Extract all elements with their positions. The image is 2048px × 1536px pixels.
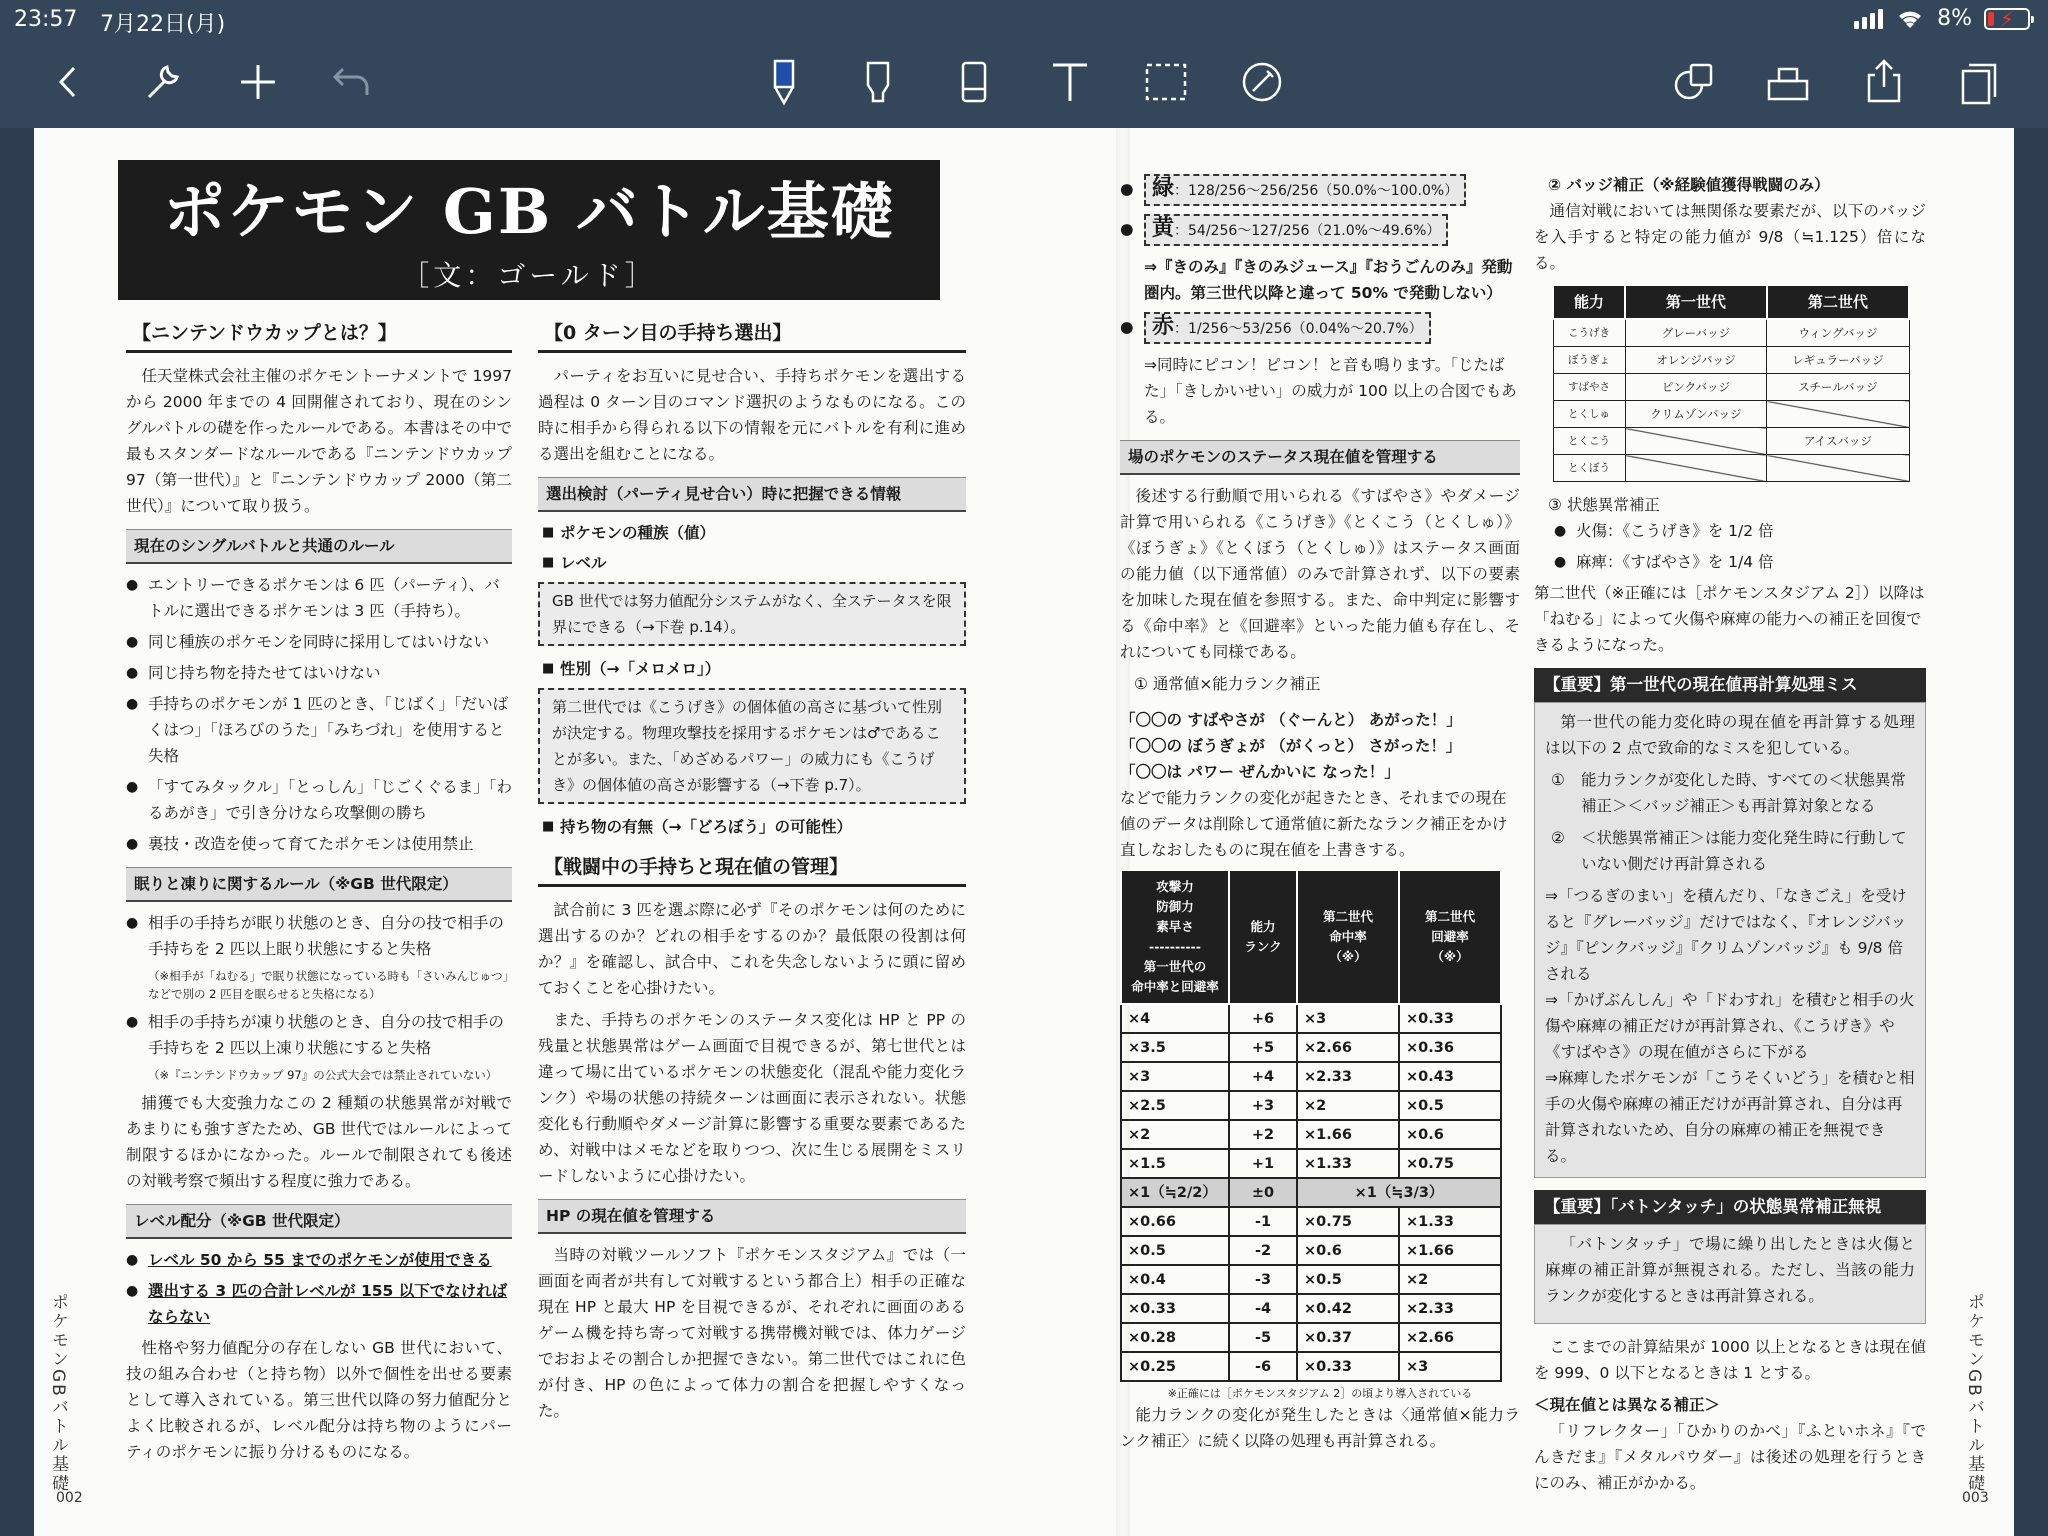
table-row [1553,401,1909,428]
pages-button[interactable] [1950,52,2010,112]
paragraph: 試合前に 3 匹を選ぶ際に必ず『そのポケモンは何のために選出するのか？どれの相手をするのか？最低限の役割は何か？』を確認し、試合中、これを失念しないように頭に留めておくことを心掛けたい。 [538,901,966,997]
section-heading: 【戦闘中の手持ちと現在値の管理】 [538,848,966,887]
pen-icon [759,57,809,107]
table-row [1553,428,1909,455]
table-cell: -2 [1229,1236,1297,1265]
table-cell: -5 [1229,1323,1297,1352]
paragraph: 捕獲でも大変強力なこの 2 種類の状態異常が対戦であまりにも強すぎたため、GB 世代ではルールによって制限するほかになかった。ルールで制限されても後述の対戦考察で頻出する程度に強力である。 [126,1094,512,1190]
table-cell: ×2 [1399,1265,1501,1294]
table-cell: ×0.36 [1399,1033,1501,1062]
table-row [1121,1265,1501,1294]
bookmark-icon [1669,57,1719,107]
lasso-icon [1141,57,1191,107]
table-cell: スチールバッジ [1767,374,1909,401]
table-cell: ×0.33 [1121,1294,1229,1323]
status-bar [0,0,2048,40]
table-cell: +1 [1229,1149,1297,1178]
table-row [1121,1352,1501,1381]
column-1 [126,306,512,1471]
table-cell: +4 [1229,1062,1297,1091]
subsection-heading: 眠りと凍りに関するルール（※GB 世代限定） [126,867,512,902]
paragraph: ⇒麻痺したポケモンが「こうそくいどう」を積むと相手の火傷や麻痺の補正だけが再計算され、自分は再計算されないため、自分の麻痺の補正を無視できる。 [1545,1069,1915,1165]
paragraph: 第二世代（※正確には［ポケモンスタジアム 2］）以降は「ねむる」によって火傷や麻痺の能力への補正を回復できるようになった。 [1534,584,1925,654]
paragraph: 任天堂株式会社主催のポケモントーナメントで 1997 から 2000 年までの 4 回開催されており、現在のシングルバトルの礎を作ったルールである。本書はその中で最もスタンダードなルールである『ニンテンドウカップ 97（第一世代）』と『ニンテンドウカップ 2000（第二世代）』について取り扱う。 [126,367,512,515]
list-item: ■ ポケモンの種族（値） [560,520,966,546]
hp-color-red: ● 赤：1/256～53/256（0.04%～20.7%） [1120,312,1520,344]
table-row [1121,1178,1501,1207]
info-list [538,520,966,576]
table-cell: ×2.33 [1399,1294,1501,1323]
table-cell: ×0.42 [1297,1294,1399,1323]
author-line: ［文：ゴールド］ [401,259,657,292]
table-cell: クリムゾンバッジ [1625,401,1767,428]
table-cell: ×0.28 [1121,1323,1229,1352]
rule-list [126,572,512,857]
text-tool[interactable] [1040,52,1100,112]
paragraph: 能力ランクの変化が発生したときは〈通常値×能力ランク補正〉に続く以降の処理も再計算される。 [1120,1406,1520,1450]
hp-color-green: ● 緑：128/256～256/256（50.0%～100.0%） [1120,174,1520,206]
list-item: ● 相手の手持ちが眠り状態のとき、自分の技で相手の手持ちを 2 匹以上眠り状態にすると失格 [126,910,512,962]
list-item: ① 能力ランクが変化した時、すべての＜状態異常補正＞＜バッジ補正＞も再計算対象となる [1551,771,1906,815]
table-cell: ×0.66 [1121,1207,1229,1236]
subsection-heading: 選出検討（パーティ見せ合い）時に把握できる情報 [538,477,966,512]
table-row [1121,1207,1501,1236]
paragraph: 通信対戦においては無関係な要素だが、以下のバッジを入手すると特定の能力値が 9/8（≒1.125）倍になる。 [1534,202,1926,272]
table-cell: ×0.25 [1121,1352,1229,1381]
subheading: ＜現在値とは異なる補正＞ [1534,1396,1721,1414]
paragraph: ⇒「つるぎのまい」を積んだり、「なきごえ」を受けると『グレーバッジ』だけではなく、『オレンジバッジ』『ピンクバッジ』『クリムゾンバッジ』も 9/8 倍される [1545,887,1907,983]
section-heading: 【ニンテンドウカップとは？】 [126,314,512,353]
table-cell: ×3.5 [1121,1033,1229,1062]
table-row [1121,1149,1501,1178]
title-banner [118,160,940,300]
table-cell: +5 [1229,1033,1297,1062]
hp-color-yellow: ● 黄：54/256～127/256（21.0%～49.6%） [1120,214,1520,246]
table-row [1121,1323,1501,1352]
badge-table [1552,284,1910,482]
paragraph: パーティをお互いに見せ合い、手持ちポケモンを選出する過程は 0 ターン目のコマンド選択のようなものになる。この時に相手から得られる以下の情報を元にバトルを有利に進める選出を組むことになる。 [538,367,966,463]
table-cell: -3 [1229,1265,1297,1294]
important-box-1 [1534,668,1926,1178]
color-label: 赤 [1152,314,1175,339]
list-item: ● 同じ種族のポケモンを同時に採用してはいけない [126,629,512,655]
table-cell: ×2.66 [1399,1323,1501,1352]
table-cell: -4 [1229,1294,1297,1323]
bookmark-button[interactable] [1664,52,1724,112]
highlighter-tool[interactable] [848,52,908,112]
column-3 [1120,174,1520,1460]
paragraph: 後述する行動順で用いられる《すばやさ》やダメージ計算で用いられる《こうげき》《とくこう（とくしゅ）》《ぼうぎょ》《とくぼう（とくしゅ）》はステータス画面の能力値（以下通常値）のみで計算されず、以下の要素を加味した現在値を参照する。また、命中判定に影響する《命中率》と《回避率》といった能力値も存在し、それについても同様である。 [1120,487,1520,661]
subheading: ② バッジ補正（※経験値獲得戦闘のみ） [1548,176,1830,194]
list-item: ● 「すてみタックル」「とっしん」「じごくぐるま」「わるあがき」で引き分けなら攻撃側の勝ち [126,774,512,826]
table-row [1121,1004,1501,1033]
table-row [1121,1120,1501,1149]
table-header: 第二世代 [1767,285,1909,319]
table-cell: ×0.33 [1297,1352,1399,1381]
table-body [1121,1004,1501,1381]
list-item: ■ 性別（→「メロメロ」） [560,656,966,682]
table-body [1553,319,1909,482]
table-cell: ×0.6 [1399,1120,1501,1149]
table-row [1553,455,1909,482]
table-cell: +2 [1229,1120,1297,1149]
list-item: ● 麻痺：《すばやさ》を 1/4 倍 [1554,549,1926,575]
table-row [1553,374,1909,401]
list-item: ■ レベル [560,550,966,576]
paragraph: 「バトンタッチ」で場に繰り出したときは火傷と麻痺の補正計算が無視される。ただし、当該の能力ランクが変化するときは再計算される。 [1545,1235,1915,1305]
text-icon [1045,57,1095,107]
box-body [1534,1224,1926,1324]
table-cell: ×1.33 [1399,1207,1501,1236]
toolbar [0,40,2048,128]
share-button[interactable] [1854,52,1914,112]
column-4 [1534,172,1926,1502]
paragraph: 第一世代の能力変化時の現在値を再計算する処理は以下の 2 点で致命的なミスを犯している。 [1545,713,1915,757]
list-item: ● 同じ持ち物を持たせてはいけない [126,660,512,686]
shape-icon [1237,57,1287,107]
rule-list [126,1247,512,1330]
table-header: 第一世代 [1625,285,1767,319]
table-row [1121,1033,1501,1062]
table-cell: ×2 [1297,1091,1399,1120]
table-cell: ウィングバッジ [1767,319,1909,347]
paragraph: などで能力ランクの変化が起きたとき、それまでの現在値のデータは削除して通常値に新たなランク補正をかけ直しなおしたものに現在値を上書きする。 [1120,789,1508,859]
subheading: ③ 状態異常補正 [1548,496,1660,514]
quote-line: 「〇〇の ぼうぎょが （がくっと） さがった！」 [1120,737,1462,755]
table-cell: ×1.66 [1399,1236,1501,1265]
table-cell: ×1（≒3/3） [1297,1178,1501,1207]
list-item: ● 裏技・改造を使って育てたポケモンは使用禁止 [126,831,512,857]
table-cell: ぼうぎょ [1553,347,1625,374]
tools-button[interactable] [132,52,192,112]
table-cell: ×0.5 [1297,1265,1399,1294]
status-right [1854,6,2030,31]
note-text: ⇒同時にピコン！ピコン！と音も鳴ります。「じたばた」「きしかいせい」の威力が 100 以上の合図でもある。 [1144,356,1517,426]
paragraph: ⇒「かげぶんしん」や「ドわすれ」を積むと相手の火傷や麻痺の補正だけが再計算され、《こうげき》や《すばやさ》の現在値がさらに下がる [1545,991,1915,1061]
document-page[interactable] [34,128,2014,1536]
important-box-2 [1534,1190,1926,1324]
color-label: 黄 [1152,216,1175,241]
table-cell: ×2 [1121,1120,1229,1149]
table-cell [1767,455,1909,482]
table-cell: ピンクバッジ [1625,374,1767,401]
rank-table [1120,869,1502,1382]
table-cell: ×0.75 [1297,1207,1399,1236]
box-title: 【重要】「バトンタッチ」の状態異常補正無視 [1534,1190,1926,1224]
table-cell: ×3 [1297,1004,1399,1033]
box-body [1534,702,1926,1178]
note-text: （※相手が「ねむる」で眠り状態になっている時も「さいみんじゅつ」などで別の 2 匹目を眠らせると失格になる） [148,969,509,1001]
table-header: 第二世代 命中率 （※） [1297,870,1399,1004]
table-cell: ×3 [1121,1062,1229,1091]
battery-percent: 8% [1937,6,1972,31]
wifi-icon [1895,7,1925,31]
table-cell: +3 [1229,1091,1297,1120]
page-number-left: 002 [56,1490,83,1506]
table-cell: -1 [1229,1207,1297,1236]
table-cell: ×0.33 [1399,1004,1501,1033]
tray-icon [1763,57,1813,107]
quote-line: 「〇〇の すばやさが （ぐーんと） あがった！」 [1120,711,1462,729]
table-row [1553,319,1909,347]
table-cell: ×1.33 [1297,1149,1399,1178]
table-cell: -6 [1229,1352,1297,1381]
note-text: （※『ニンテンドウカップ 97』の公式大会では禁止されていない） [148,1068,498,1082]
running-head-left: ポケモンGBバトル基礎 [48,1293,68,1493]
quote-line: 「〇〇は パワー ぜんかいに なった！」 [1120,763,1400,781]
subheading: ① 通常値×能力ランク補正 [1134,675,1321,693]
table-row [1553,347,1909,374]
table-row [1121,1091,1501,1120]
table-cell: ×4 [1121,1004,1229,1033]
chevron-left-icon [43,57,93,107]
table-header: 第二世代 回避率 （※） [1399,870,1501,1004]
subsection-heading: 場のポケモンのステータス現在値を管理する [1120,440,1520,475]
rule-list [126,910,512,962]
rule-list [126,1009,512,1061]
table-cell [1767,401,1909,428]
note-box: GB 世代では努力値配分システムがなく、全ステータスを限界にできる（→下巻 p.14）。 [538,582,966,646]
cellular-icon [1854,9,1883,29]
list-item: ■ 持ち物の有無（→「どろぼう」の可能性） [560,814,966,840]
table-cell: オレンジバッジ [1625,347,1767,374]
paragraph: 当時の対戦ツールソフト『ポケモンスタジアム』では（一画面を両者が共有して対戦するという都合上）相手の正確な現在 HP と最大 HP を目視できるが、それぞれに画面のあるゲーム機を持ち寄って対戦する携帯機対戦では、体力ゲージでおおよその割合しか把握できない。第二世代ではこれに色が付き、HP の色によって体力の割合を把握しやすくなった。 [538,1246,966,1420]
subsection-heading: 現在のシングルバトルと共通のルール [126,529,512,564]
paragraph: 性格や努力値配分の存在しない GB 世代において、技の組み合わせ（と持ち物）以外で個性を出せる要素として導入されている。第三世代以降の努力値配分とよく比較されるが、レベル配分は持ち物のようにパーティのポケモンに振り分けるものになる。 [126,1339,512,1461]
table-cell: ×3 [1399,1352,1501,1381]
table-cell: ×0.5 [1121,1236,1229,1265]
table-cell: ×2.5 [1121,1091,1229,1120]
tray-button[interactable] [1758,52,1818,112]
table-cell: +6 [1229,1004,1297,1033]
table-row [1121,1236,1501,1265]
list-item: ● エントリーできるポケモンは 6 匹（パーティ）、バトルに選出できるポケモンは 3 匹（手持ち）。 [126,572,512,624]
list-item: ● 火傷：《こうげき》を 1/2 倍 [1554,518,1926,544]
list-item: ② ＜状態異常補正＞は能力変化発生時に行動していない側だけ再計算される [1551,829,1907,873]
table-cell: ×0.4 [1121,1265,1229,1294]
undo-button[interactable] [322,52,382,112]
paragraph: 「リフレクター」「ひかりのかべ」『ふといホネ』『でんきだま』『メタルパウダー』は後述の処理を行うときにのみ、補正がかかる。 [1534,1422,1926,1492]
table-cell [1625,455,1767,482]
info-list [538,814,966,840]
status-time: 23:57 [14,7,78,32]
battery-icon: ⚡ [1984,8,2030,30]
box-title: 【重要】第一世代の現在値再計算処理ミス [1534,668,1926,702]
table-cell: とくぼう [1553,455,1625,482]
table-header: 能力 [1553,285,1625,319]
highlighter-icon [853,57,903,107]
status-list [1534,518,1926,575]
table-cell: こうげき [1553,319,1625,347]
status-date: 7月22日(月) [100,12,226,37]
running-head-right: ポケモンGBバトル基礎 [1964,1293,1984,1493]
subsection-heading: レベル配分（※GB 世代限定） [126,1204,512,1239]
page-title: ポケモン GB バトル基礎 [163,175,895,248]
share-icon [1859,57,1909,107]
note-box: 第二世代では《こうげき》の個体値の高さに基づいて性別が決定する。物理攻撃技を採用するポケモンは♂であることが多い。また、「めざめるパワー」の威力にも《こうげき》の個体値の高さが影響する（→下巻 p.7）。 [538,688,966,804]
table-cell: とくしゅ [1553,401,1625,428]
paragraph: また、手持ちのポケモンのステータス変化は HP と PP の残量と状態異常はゲーム画面で目視できるが、第七世代とは違って場に出ているポケモンの状態変化（混乱や能力変化ランク）や場の状態の持続ターンは画面に表示されない。状態変化も行動順やダメージ計算に影響する重要な要素であるため、対戦中はメモなどを取りつつ、次に生じる展開をミスリードしないように心掛けたい。 [538,1011,966,1185]
list-item: ● 相手の手持ちが凍り状態のとき、自分の技で相手の手持ちを 2 匹以上凍り状態にすると失格 [126,1009,512,1061]
table-cell: ×0.37 [1297,1323,1399,1352]
page-number-right: 003 [1962,1490,1989,1506]
column-2 [538,306,966,1430]
table-cell: ×1（≒2/2） [1121,1178,1229,1207]
undo-icon [327,57,377,107]
table-row [1121,1062,1501,1091]
table-cell: とくこう [1553,428,1625,455]
back-button[interactable] [38,52,98,112]
subsection-heading: HP の現在値を管理する [538,1199,966,1234]
pen-tool[interactable] [754,52,814,112]
table-header: 攻撃力 防御力 素早さ ---------- 第一世代の 命中率と回避率 [1121,870,1229,1004]
note-text: ⇒『きのみ』『きのみジュース』『おうごんのみ』発動圏内。第三世代以降と違って 50% で発動しない） [1144,258,1513,302]
table-row [1121,1294,1501,1323]
add-button[interactable] [228,52,288,112]
shape-tool[interactable] [1232,52,1292,112]
lasso-tool[interactable] [1136,52,1196,112]
table-header: 能力 ランク [1229,870,1297,1004]
section-heading: 【0 ターン目の手持ち選出】 [538,314,966,353]
pages-icon [1955,57,2005,107]
table-cell: ×0.75 [1399,1149,1501,1178]
table-cell: グレーバッジ [1625,319,1767,347]
table-cell [1625,428,1767,455]
list-item: ● 手持ちのポケモンが 1 匹のとき、「じばく」「だいばくはつ」「ほろびのうた」「みちづれ」を使用すると失格 [126,691,512,769]
table-cell: ×0.6 [1297,1236,1399,1265]
paragraph: ここまでの計算結果が 1000 以上となるときは現在値を 999、0 以下となるときは 1 とする。 [1534,1338,1926,1382]
table-cell: アイスバッジ [1767,428,1909,455]
list-item: ● 選出する 3 匹の合計レベルが 155 以下でなければならない [126,1278,512,1330]
table-cell: ×2.66 [1297,1033,1399,1062]
table-cell: レギュラーバッジ [1767,347,1909,374]
table-cell: ×2.33 [1297,1062,1399,1091]
color-label: 緑 [1152,176,1175,201]
info-list [538,656,966,682]
table-cell: ±0 [1229,1178,1297,1207]
table-footnote: ※正確には［ポケモンスタジアム 2］の頃より導入されている [1167,1387,1473,1400]
wrench-icon [137,57,187,107]
plus-icon [233,57,283,107]
table-cell: すばやさ [1553,374,1625,401]
table-cell: ×1.5 [1121,1149,1229,1178]
eraser-tool[interactable] [944,52,1004,112]
table-cell: ×1.66 [1297,1120,1399,1149]
table-cell: ×0.5 [1399,1091,1501,1120]
table-cell: ×0.43 [1399,1062,1501,1091]
list-item: ● レベル 50 から 55 までのポケモンが使用できる [126,1247,512,1273]
eraser-icon [949,57,999,107]
